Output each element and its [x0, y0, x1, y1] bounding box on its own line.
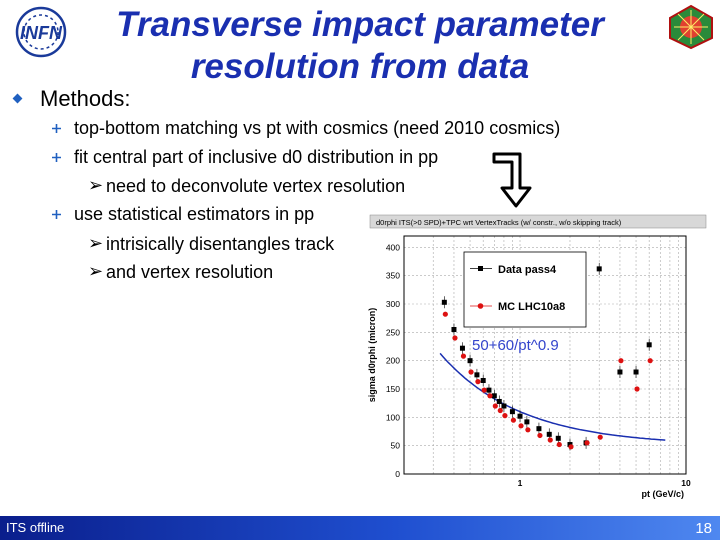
bullet-cross-icon [52, 153, 61, 162]
data-point-data-pass4 [647, 342, 652, 347]
data-point-data-pass4 [597, 266, 602, 271]
data-point-mc [518, 423, 523, 428]
y-axis-label: sigma d0rphi (micron) [367, 307, 377, 403]
footer-bar [0, 516, 720, 540]
footer-label: ITS offline [6, 520, 65, 535]
chart-title: d0rphi ITS(>0 SPD)+TPC wrt VertexTracks (w/ constr., w/o skipping track) [376, 218, 622, 227]
legend-label-data: Data pass4 [498, 264, 557, 276]
y-tick-label: 0 [395, 469, 400, 479]
x-tick-label: 10 [681, 478, 691, 488]
slide-title: Transverse impact parameter resolution from data [116, 5, 604, 86]
data-point-mc [548, 437, 553, 442]
bullet-disentangles: intrisically disentangles track [106, 234, 335, 254]
data-point-data-pass4 [468, 358, 473, 363]
bullet-vertex-resolution: and vertex resolution [106, 262, 274, 282]
data-point-data-pass4 [451, 327, 456, 332]
resolution-chart [366, 214, 710, 504]
data-point-data-pass4 [497, 399, 502, 404]
data-point-mc [452, 335, 457, 340]
y-tick-label: 200 [385, 355, 400, 366]
infn-logo-text: INFN [20, 23, 62, 43]
data-point-mc [498, 408, 503, 413]
data-point-data-pass4 [536, 426, 541, 431]
y-tick-label: 400 [385, 242, 400, 253]
data-point-mc [475, 379, 480, 384]
bullet-cross-icon [52, 210, 61, 219]
y-tick-label: 150 [385, 384, 400, 394]
x-axis-label: pt (GeV/c) [641, 489, 684, 499]
data-point-mc [468, 369, 473, 374]
data-point-data-pass4 [524, 419, 529, 424]
x-tick-label: 1 [517, 478, 523, 488]
data-point-mc [557, 442, 562, 447]
alice-logo [666, 4, 716, 50]
y-tick-label: 250 [385, 327, 400, 338]
data-point-mc [537, 433, 542, 438]
bullet-cross-icon [52, 124, 61, 133]
data-point-data-pass4 [474, 372, 479, 377]
fit-formula-label: 50+60/pt^0.9 [472, 337, 559, 354]
y-tick-label: 350 [385, 270, 400, 281]
bullet-statistical: use statistical estimators in pp [74, 204, 315, 224]
bullet-top-bottom: top-bottom matching vs pt with cosmics (need 2010 cosmics) [74, 118, 561, 138]
data-point-data-pass4 [547, 432, 552, 437]
data-point-data-pass4 [481, 378, 486, 383]
y-tick-label: 50 [390, 440, 400, 451]
data-point-data-pass4 [460, 346, 465, 351]
y-tick-label: 300 [385, 299, 400, 309]
infn-logo [10, 6, 72, 68]
data-point-mc [461, 354, 466, 359]
arrow-bullet-icon: ➢ [88, 233, 104, 253]
arrow-bullet-icon: ➢ [88, 175, 104, 195]
data-point-mc [502, 413, 507, 418]
data-point-mc [584, 440, 589, 445]
data-point-mc [493, 403, 498, 408]
data-point-mc [634, 386, 639, 391]
data-point-data-pass4 [501, 404, 506, 409]
page-number: 18 [695, 520, 712, 537]
data-point-mc [525, 427, 530, 432]
data-point-data-pass4 [486, 388, 491, 393]
data-point-mc [598, 435, 603, 440]
data-point-mc [568, 444, 573, 449]
bullet-methods: Methods: [40, 86, 131, 111]
arrow-bullet-icon: ➢ [88, 261, 104, 281]
data-point-data-pass4 [634, 370, 639, 375]
legend-label-mc: MC LHC10a8 [498, 301, 566, 313]
data-point-mc [482, 388, 487, 393]
hook-down-arrow-icon [490, 150, 536, 210]
bullet-deconvolute: need to deconvolute vertex resolution [106, 176, 406, 196]
y-tick-label: 100 [385, 412, 400, 423]
bullet-diamond-icon [13, 94, 23, 104]
bullet-fit-central: fit central part of inclusive d0 distribution in pp [74, 147, 439, 167]
data-point-mc [487, 393, 492, 398]
data-point-mc [648, 358, 653, 363]
data-point-data-pass4 [556, 436, 561, 441]
data-point-data-pass4 [617, 370, 622, 375]
data-point-data-pass4 [442, 300, 447, 305]
data-point-mc [443, 312, 448, 317]
data-point-mc [511, 418, 516, 423]
data-point-mc [618, 358, 623, 363]
data-point-data-pass4 [518, 414, 523, 419]
data-point-data-pass4 [510, 409, 515, 414]
